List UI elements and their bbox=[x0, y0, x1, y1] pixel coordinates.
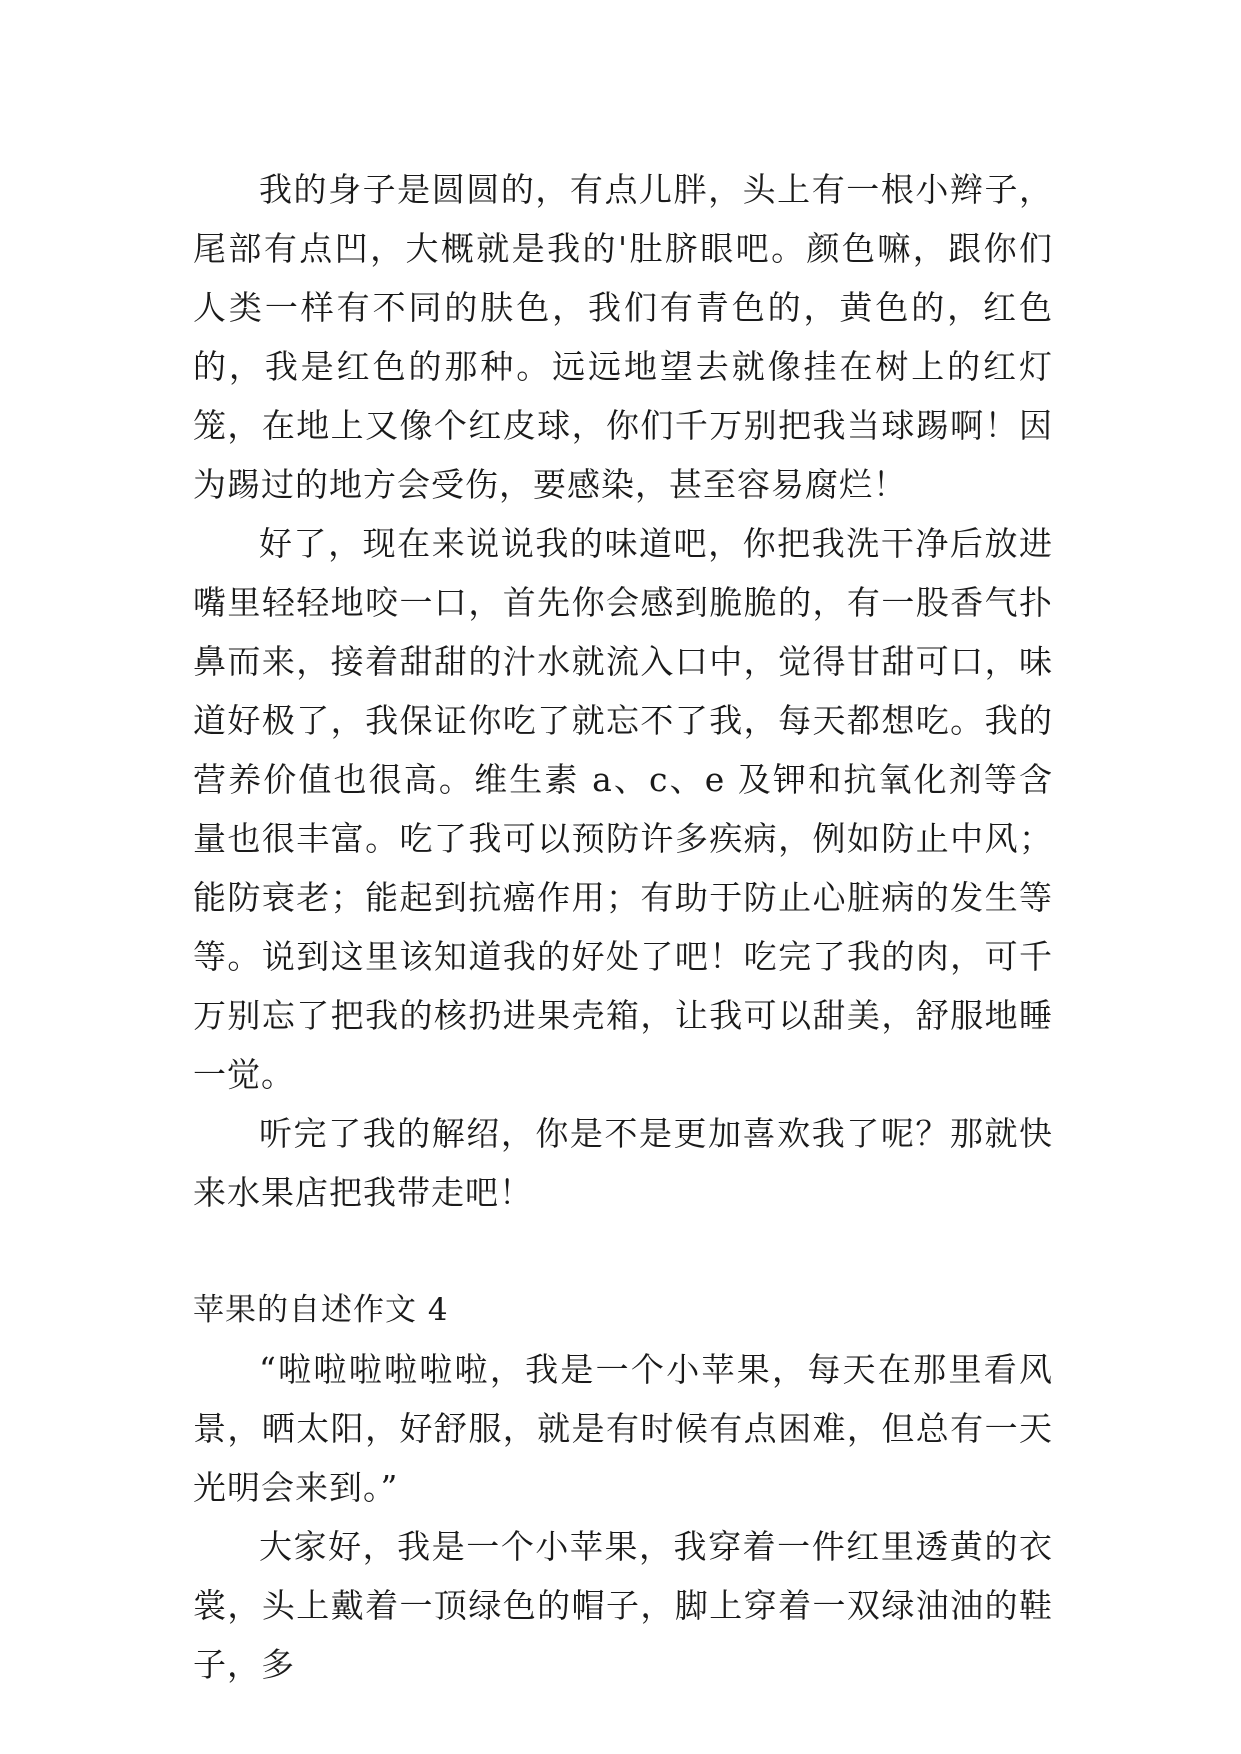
paragraph-appearance: 我的身子是圆圆的，有点儿胖，头上有一根小辫子，尾部有点凹，大概就是我的'肚脐眼吧。颜色嘛，跟你们人类一样有不同的肤色，我们有青色的，黄色的，红色的，我是红色的那种。远远地望去就像挂在树上的红灯笼，在地上又像个红皮球，你们千万别把我当球踢啊！因为踢过的地方会受伤，要感染，甚至容易腐烂！ bbox=[193, 170, 1053, 504]
paragraph-song: “啦啦啦啦啦啦，我是一个小苹果，每天在那里看风景，晒太阳，好舒服，就是有时候有点困难，但总有一天光明会来到。” bbox=[193, 1350, 1053, 1507]
paragraph-invitation: 听完了我的解绍，你是不是更加喜欢我了呢？那就快来水果店把我带走吧！ bbox=[193, 1114, 1053, 1212]
paragraph-taste: 好了，现在来说说我的味道吧，你把我洗干净后放进嘴里轻轻地咬一口，首先你会感到脆脆的，有一股香气扑鼻而来，接着甜甜的汁水就流入口中，觉得甘甜可口，味道好极了，我保证你吃了就忘不了我，每天都想吃。我的营养价值也很高。维生素 a、c、e 及钾和抗氧化剂等含量也很丰富。吃了我可以预防许多疾病，例如防止中风；能防衰老；能起到抗癌作用；有助于防止心脏病的发生等等。说到这里该知道我的好处了吧！吃完了我的肉，可千万别忘了把我的核扔进果壳箱，让我可以甜美，舒服地睡一觉。 bbox=[193, 524, 1053, 1094]
paragraph-intro: 大家好，我是一个小苹果，我穿着一件红里透黄的衣裳，头上戴着一顶绿色的帽子，脚上穿着一双绿油油的鞋子，多 bbox=[193, 1527, 1053, 1684]
document-body bbox=[193, 160, 1053, 1694]
section-heading: 苹果的自述作文 4 bbox=[193, 1292, 449, 1328]
